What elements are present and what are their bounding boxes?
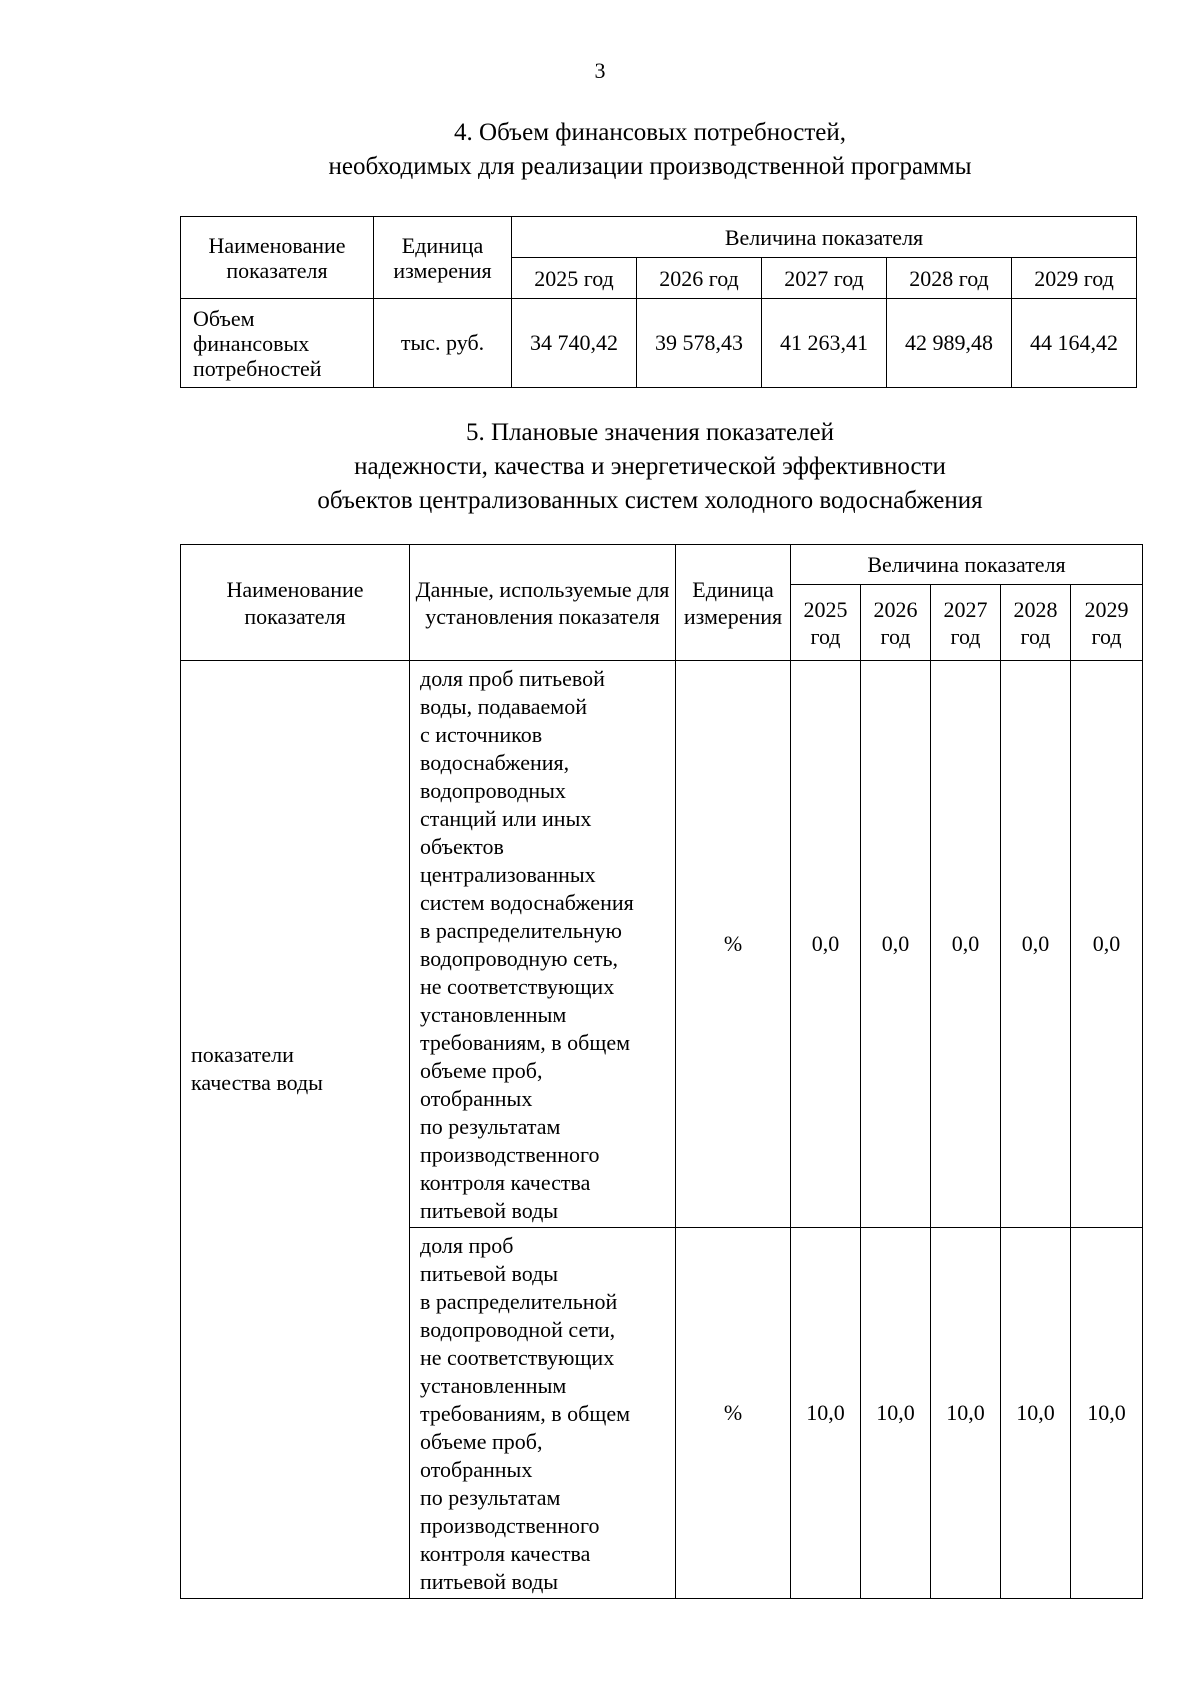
section4-title-line1: 4. Объем финансовых потребностей, <box>454 119 846 146</box>
section5-title-line1: 5. Плановые значения показателей <box>465 419 835 446</box>
t1-year-2028: 2028 год <box>887 258 1012 299</box>
t1-year-2026: 2026 год <box>637 258 762 299</box>
section4-heading <box>160 116 1140 184</box>
t1-value-2028: 42 989,48 <box>887 299 1012 388</box>
section4-title-line2: необходимых для реализации производственной программы <box>328 153 972 180</box>
t2-header-data: Данные, используемые для установления показателя <box>410 545 676 661</box>
t1-value-2026: 39 578,43 <box>637 299 762 388</box>
t2-year-2025: 2025 год <box>791 585 861 661</box>
t2-row1-unit: % <box>676 661 791 1228</box>
section5-heading <box>160 416 1140 518</box>
t2-year-2029: 2029 год <box>1071 585 1143 661</box>
t1-header-unit: Единица измерения <box>374 217 512 299</box>
section5-title-line2: надежности, качества и энергетической эффективности <box>354 453 946 480</box>
t2-year-2028: 2028 год <box>1001 585 1071 661</box>
t1-year-2025: 2025 год <box>512 258 637 299</box>
t2-row1-value-2029: 0,0 <box>1071 661 1143 1228</box>
table-row <box>181 661 1143 1228</box>
reliability-quality-table <box>180 544 1143 1599</box>
t2-row2-unit: % <box>676 1228 791 1599</box>
t1-row-name: Объем финансовых потребностей <box>181 299 374 388</box>
t1-year-2027: 2027 год <box>762 258 887 299</box>
t2-row2-value-2026: 10,0 <box>861 1228 931 1599</box>
t2-year-2026: 2026 год <box>861 585 931 661</box>
t2-year-2027: 2027 год <box>931 585 1001 661</box>
t1-year-2029: 2029 год <box>1012 258 1137 299</box>
table-row <box>181 299 1137 388</box>
t1-header-name: Наименование показателя <box>181 217 374 299</box>
t2-row2-value-2027: 10,0 <box>931 1228 1001 1599</box>
t1-value-2025: 34 740,42 <box>512 299 637 388</box>
t1-value-2029: 44 164,42 <box>1012 299 1137 388</box>
t2-header-name: Наименование показателя <box>181 545 410 661</box>
t2-indicator: показатели качества воды <box>181 661 410 1599</box>
t2-row1-value-2028: 0,0 <box>1001 661 1071 1228</box>
t1-header-value: Величина показателя <box>512 217 1137 258</box>
section5-title-line3: объектов централизованных систем холодного водоснабжения <box>317 487 983 514</box>
t2-header-unit: Единица измерения <box>676 545 791 661</box>
t2-row2-data: доля проб питьевой воды в распределительной водопроводной сети, не соответствующих установленным требованиям, в общем объеме проб, отобранных по результатам производственного контроля качества питьевой воды <box>410 1228 676 1599</box>
t2-row1-value-2025: 0,0 <box>791 661 861 1228</box>
t2-row1-value-2027: 0,0 <box>931 661 1001 1228</box>
t1-row-unit: тыс. руб. <box>374 299 512 388</box>
financial-needs-table <box>180 216 1137 388</box>
t2-row1-data: доля проб питьевой воды, подаваемой с источников водоснабжения, водопроводных станций или иных объектов централизованных систем водоснабжения в распределительную водопроводную сеть, не соответствующих установленным требованиям, в общем объеме проб, отобранных по результатам производственного контроля качества питьевой воды <box>410 661 676 1228</box>
t2-row2-value-2028: 10,0 <box>1001 1228 1071 1599</box>
t2-row2-value-2029: 10,0 <box>1071 1228 1143 1599</box>
t1-value-2027: 41 263,41 <box>762 299 887 388</box>
t2-header-value: Величина показателя <box>791 545 1143 585</box>
t2-row1-value-2026: 0,0 <box>861 661 931 1228</box>
page-number: 3 <box>594 58 606 83</box>
t2-row2-value-2025: 10,0 <box>791 1228 861 1599</box>
